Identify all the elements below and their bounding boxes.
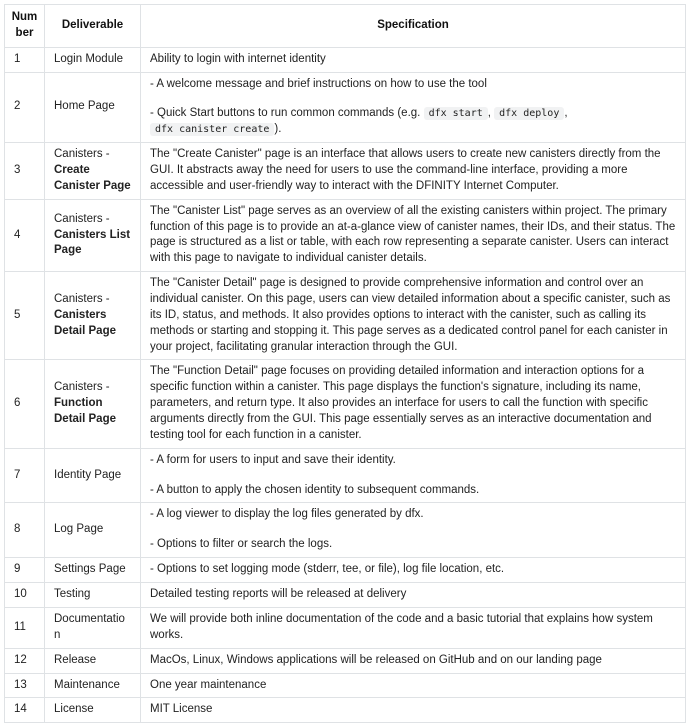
bold-text: Function Detail Page: [54, 397, 116, 426]
specification-paragraph: [150, 147, 676, 195]
text-segment: The "Function Detail" page focuses on providing detailed information and interaction options for a specific function within a canister. This page displays the function's signature, including its name, parameters, and return type. It also provides an interface for users to call the function with specific arguments directly from the GUI. This page essentially serves as an interactive documentation and testing tool for each function in a canister.: [150, 365, 652, 441]
deliverable-cell: [45, 503, 141, 558]
text-segment: Testing: [54, 588, 91, 601]
bold-text: Canisters List Page: [54, 228, 131, 257]
table-row: [5, 199, 686, 271]
text-segment: Identity Page: [54, 468, 122, 481]
specification-paragraph: [150, 678, 676, 694]
text-segment: Log Page: [54, 523, 104, 536]
inline-code: dfx deploy: [494, 107, 564, 120]
specification-cell: [141, 448, 686, 503]
specification-cell: [141, 607, 686, 648]
text-segment: MIT License: [150, 703, 213, 716]
specification-paragraph: [150, 537, 676, 553]
text-segment: - Quick Start buttons to run common commands (e.g.: [150, 107, 424, 120]
header-row: [5, 5, 686, 48]
specification-cell: [141, 558, 686, 583]
number-cell: 3: [5, 143, 45, 200]
number-cell: 4: [5, 199, 45, 271]
text-segment: Canisters -: [54, 293, 110, 306]
number-cell: 12: [5, 648, 45, 673]
text-segment: - A log viewer to display the log files generated by dfx.: [150, 508, 424, 521]
specification-cell: [141, 503, 686, 558]
text-segment: MacOs, Linux, Windows applications will be released on GitHub and on our landing page: [150, 653, 602, 666]
text-segment: One year maintenance: [150, 678, 267, 691]
inline-code: dfx start: [424, 107, 488, 120]
text-segment: Home Page: [54, 100, 115, 113]
specification-cell: [141, 698, 686, 723]
specification-cell: [141, 272, 686, 360]
specification-cell: [141, 673, 686, 698]
number-cell: 11: [5, 607, 45, 648]
specification-paragraph: [150, 653, 676, 669]
deliverable-cell: [45, 143, 141, 200]
text-segment: - A button to apply the chosen identity to subsequent commands.: [150, 483, 480, 496]
inline-code: dfx canister create: [150, 123, 274, 136]
text-segment: Canisters -: [54, 148, 110, 161]
deliverable-cell: [45, 72, 141, 143]
table-row: [5, 47, 686, 72]
text-segment: - A welcome message and brief instructions on how to use the tool: [150, 77, 487, 90]
specification-cell: [141, 47, 686, 72]
specification-paragraph: [150, 453, 676, 469]
number-cell: 10: [5, 583, 45, 608]
specification-paragraph: [150, 483, 676, 499]
bold-text: Canisters Detail Page: [54, 308, 116, 337]
table-row: [5, 673, 686, 698]
deliverable-cell: [45, 558, 141, 583]
deliverable-cell: [45, 360, 141, 448]
number-cell: 7: [5, 448, 45, 503]
text-segment: The "Canister List" page serves as an overview of all the existing canisters within project. The primary function of this page is to provide an at-a-glance view of canister names, their IDs, and their status. The page is structured as a list or table, with each row representing a separate canister. Users can interact with this page to navigate to individual canister details.: [150, 204, 676, 265]
table-row: [5, 143, 686, 200]
number-cell: 9: [5, 558, 45, 583]
specification-paragraph: [150, 612, 676, 644]
text-segment: Canisters -: [54, 381, 110, 394]
table-header: [5, 5, 686, 48]
specification-paragraph: [150, 204, 676, 267]
table-row: [5, 583, 686, 608]
deliverable-cell: [45, 607, 141, 648]
specification-cell: [141, 583, 686, 608]
table-row: [5, 72, 686, 143]
text-segment: ,: [487, 107, 495, 120]
deliverables-table: [4, 4, 686, 723]
bold-text: Create Canister Page: [54, 164, 131, 192]
deliverable-cell: [45, 648, 141, 673]
table-row: [5, 360, 686, 448]
text-segment: Canisters -: [54, 212, 110, 225]
specification-paragraph: [150, 562, 676, 578]
text-segment: We will provide both inline documentation of the code and a basic tutorial that explains how system works.: [150, 612, 653, 641]
deliverable-cell: [45, 698, 141, 723]
deliverable-cell: [45, 448, 141, 503]
table-row: [5, 648, 686, 673]
table-row: [5, 448, 686, 503]
table-row: [5, 272, 686, 360]
number-cell: 6: [5, 360, 45, 448]
specification-cell: [141, 72, 686, 143]
text-segment: The "Create Canister" page is an interface that allows users to create new canisters directly from the GUI. It abstracts away the need for users to use the command-line interface, providing a more accessible and user-friendly way to interact with the DFINITY Internet Computer.: [150, 148, 661, 192]
deliverable-cell: [45, 199, 141, 271]
number-cell: 1: [5, 47, 45, 72]
text-segment: - Options to set logging mode (stderr, tee, or file), log file location, etc.: [150, 563, 505, 576]
text-segment: ).: [274, 123, 282, 136]
number-cell: 2: [5, 72, 45, 143]
table-body: [5, 47, 686, 723]
text-segment: Ability to login with internet identity: [150, 52, 326, 65]
number-cell: 5: [5, 272, 45, 360]
deliverable-cell: [45, 673, 141, 698]
deliverable-cell: [45, 47, 141, 72]
table-row: [5, 698, 686, 723]
number-cell: 8: [5, 503, 45, 558]
specification-paragraph: [150, 587, 676, 603]
specification-cell: [141, 360, 686, 448]
text-segment: - A form for users to input and save their identity.: [150, 453, 396, 466]
text-segment: Login Module: [54, 52, 124, 65]
deliverable-cell: [45, 583, 141, 608]
specification-paragraph: [150, 52, 676, 68]
specification-paragraph: [150, 364, 676, 443]
number-cell: 13: [5, 673, 45, 698]
table-row: [5, 503, 686, 558]
text-segment: Detailed testing reports will be released at delivery: [150, 588, 407, 601]
text-segment: The "Canister Detail" page is designed to provide comprehensive information and control over an individual canister. On this page, users can view detailed information about a specific canister, such as its ID, status, and methods. It also provides options to interact with the canister, such as calling its methods or starting and stopping it. This page serves as a dedicated control panel for each canister in your project, facilitating granular interaction through the GUI.: [150, 277, 671, 353]
table-row: [5, 558, 686, 583]
text-segment: ,: [564, 107, 568, 120]
number-cell: 14: [5, 698, 45, 723]
text-segment: - Options to filter or search the logs.: [150, 538, 333, 551]
specification-paragraph: [150, 507, 676, 523]
specification-paragraph: [150, 276, 676, 355]
column-header-deliverable: Deliverable: [45, 5, 141, 48]
specification-cell: [141, 648, 686, 673]
specification-paragraph: [150, 77, 676, 93]
specification-paragraph: [150, 702, 676, 718]
text-segment: Release: [54, 653, 97, 666]
text-segment: License: [54, 703, 94, 716]
specification-paragraph: [150, 106, 676, 138]
text-segment: Settings Page: [54, 563, 126, 576]
text-segment: Documentation: [54, 612, 125, 641]
column-header-number: Number: [5, 5, 45, 48]
column-header-specification: Specification: [141, 5, 686, 48]
specification-cell: [141, 199, 686, 271]
table-row: [5, 607, 686, 648]
specification-cell: [141, 143, 686, 200]
deliverable-cell: [45, 272, 141, 360]
text-segment: Maintenance: [54, 678, 120, 691]
